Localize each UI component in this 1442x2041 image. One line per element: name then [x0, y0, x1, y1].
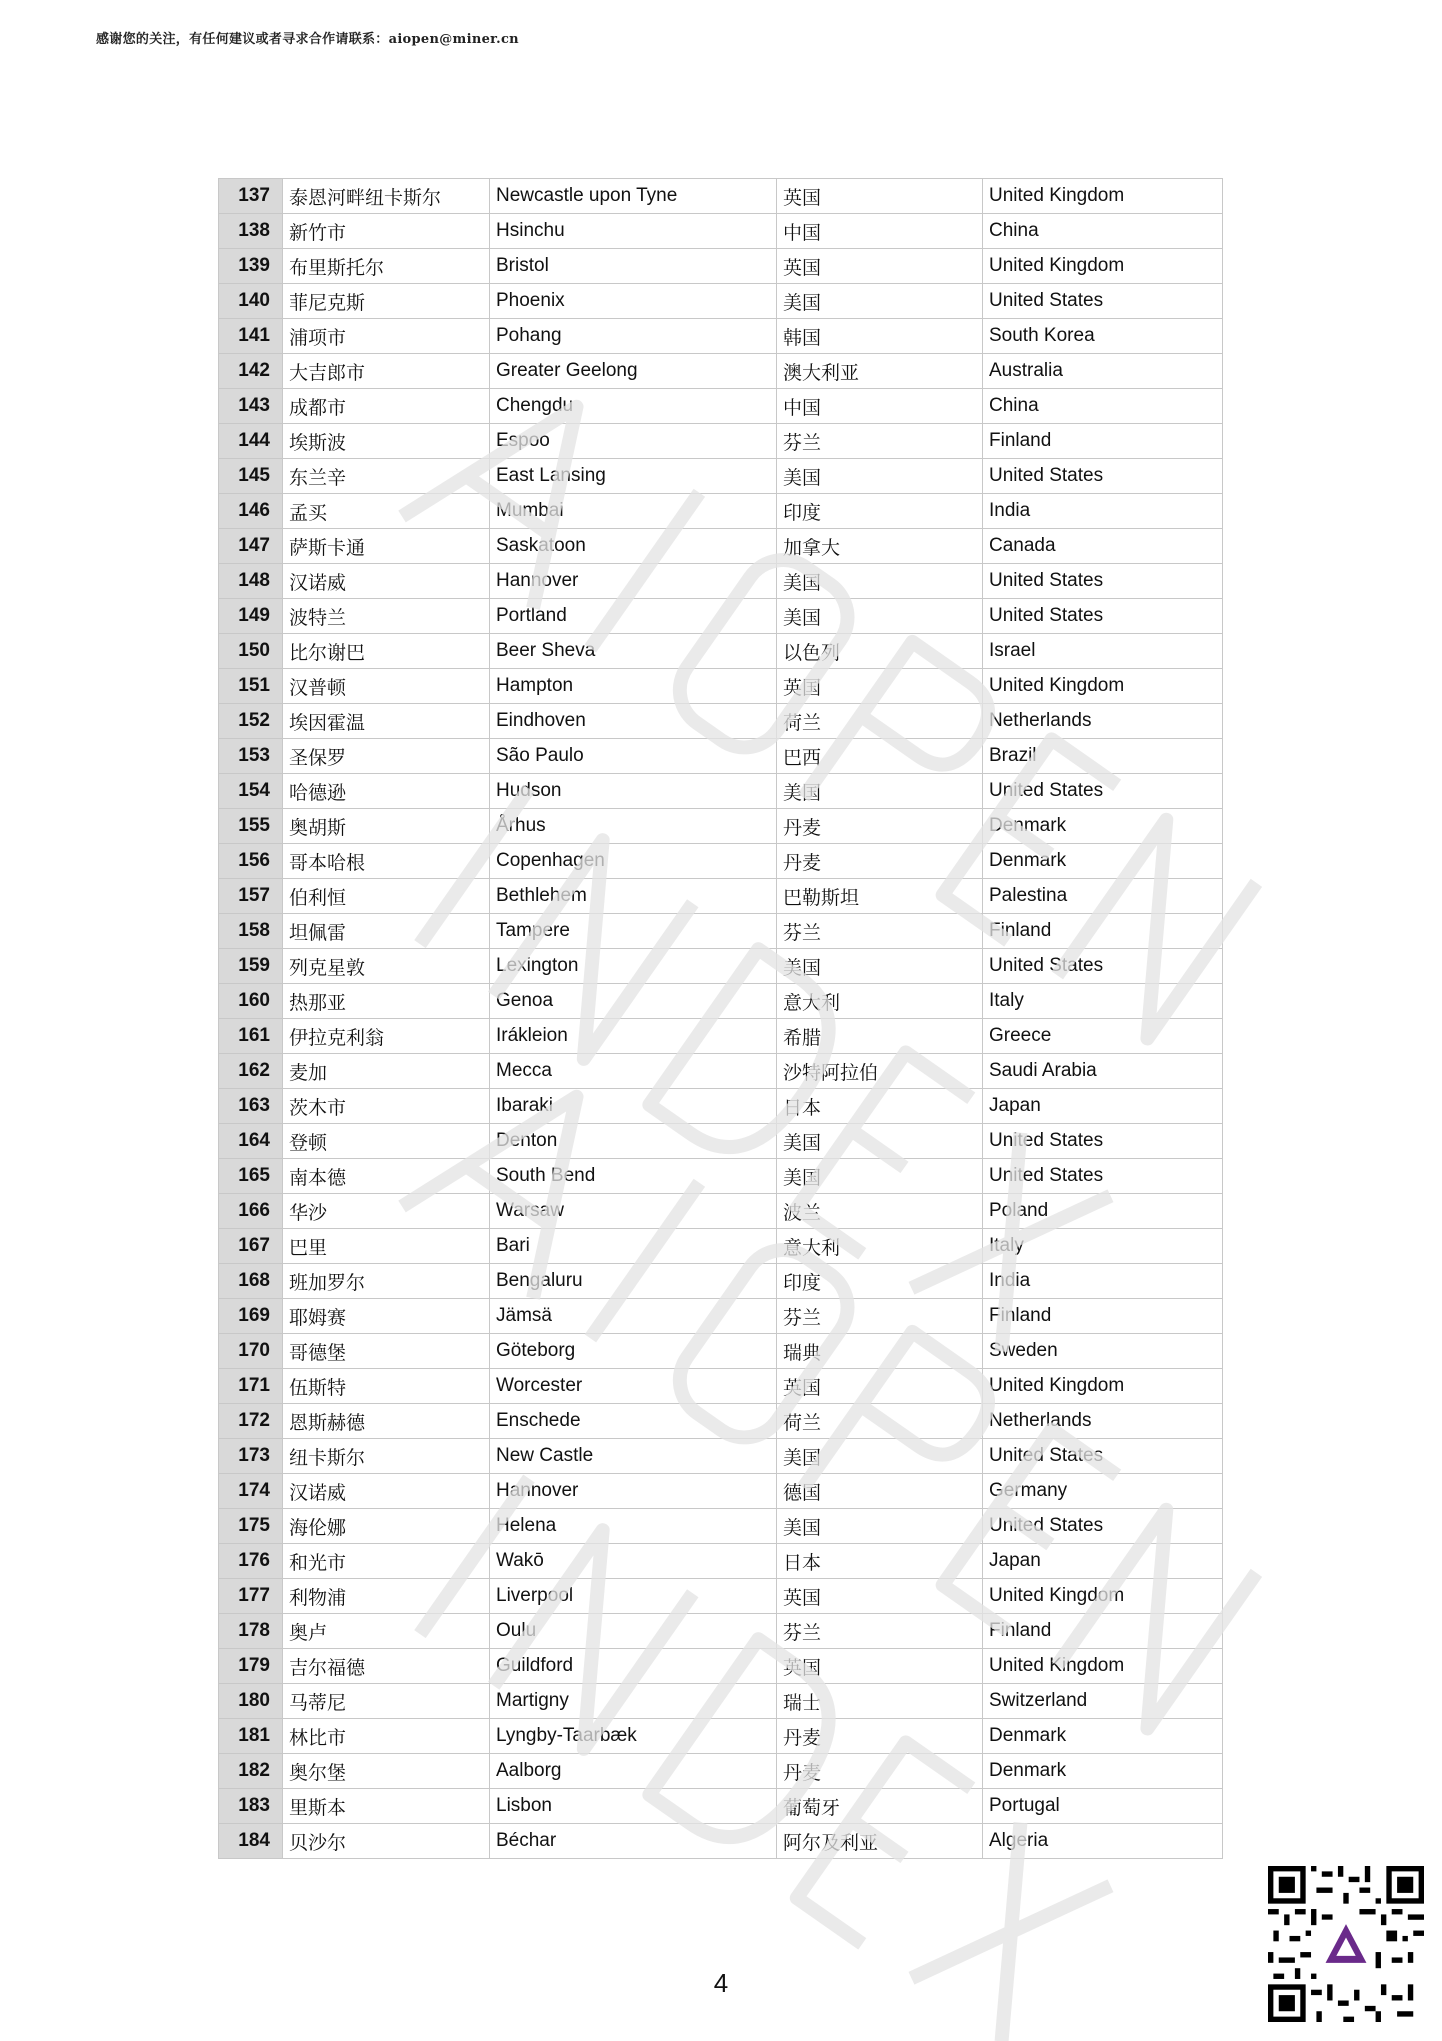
en-country-name: Saudi Arabia [983, 1054, 1223, 1089]
cn-city-name: 麦加 [283, 1054, 490, 1089]
en-country-name: Finland [983, 914, 1223, 949]
table-row [219, 1579, 1223, 1614]
row-index: 143 [219, 389, 283, 424]
row-index: 145 [219, 459, 283, 494]
en-country-name: United Kingdom [983, 179, 1223, 214]
cn-country-name: 韩国 [777, 319, 983, 354]
cn-country-name: 波兰 [777, 1194, 983, 1229]
en-city-name: São Paulo [490, 739, 777, 774]
en-city-name: Newcastle upon Tyne [490, 179, 777, 214]
cn-city-name: 奥胡斯 [283, 809, 490, 844]
row-index: 183 [219, 1789, 283, 1824]
en-city-name: Tampere [490, 914, 777, 949]
en-city-name: Worcester [490, 1369, 777, 1404]
en-city-name: Espoo [490, 424, 777, 459]
en-city-name: Lisbon [490, 1789, 777, 1824]
cn-country-name: 阿尔及利亚 [777, 1824, 983, 1859]
en-city-name: Lexington [490, 949, 777, 984]
header-contact-note: 感谢您的关注，有任何建议或者寻求合作请联系：aiopen@miner.cn [96, 32, 519, 47]
cn-country-name: 巴西 [777, 739, 983, 774]
en-country-name: Denmark [983, 809, 1223, 844]
row-index: 169 [219, 1299, 283, 1334]
row-index: 152 [219, 704, 283, 739]
en-city-name: Copenhagen [490, 844, 777, 879]
cn-city-name: 和光市 [283, 1544, 490, 1579]
table-row [219, 634, 1223, 669]
row-index: 173 [219, 1439, 283, 1474]
cn-city-name: 布里斯托尔 [283, 249, 490, 284]
cn-country-name: 荷兰 [777, 1404, 983, 1439]
cn-city-name: 伍斯特 [283, 1369, 490, 1404]
cn-country-name: 瑞士 [777, 1684, 983, 1719]
table-row [219, 1824, 1223, 1859]
cn-city-name: 伊拉克利翁 [283, 1019, 490, 1054]
row-index: 179 [219, 1649, 283, 1684]
row-index: 168 [219, 1264, 283, 1299]
en-city-name: Saskatoon [490, 529, 777, 564]
cn-country-name: 英国 [777, 1579, 983, 1614]
en-city-name: Genoa [490, 984, 777, 1019]
table-row [219, 529, 1223, 564]
cn-city-name: 圣保罗 [283, 739, 490, 774]
cn-country-name: 丹麦 [777, 1719, 983, 1754]
en-city-name: Warsaw [490, 1194, 777, 1229]
en-city-name: Mecca [490, 1054, 777, 1089]
cn-country-name: 英国 [777, 669, 983, 704]
en-city-name: Jämsä [490, 1299, 777, 1334]
row-index: 159 [219, 949, 283, 984]
row-index: 158 [219, 914, 283, 949]
row-index: 142 [219, 354, 283, 389]
cn-city-name: 浦项市 [283, 319, 490, 354]
table-row [219, 984, 1223, 1019]
row-index: 157 [219, 879, 283, 914]
en-city-name: Hudson [490, 774, 777, 809]
en-city-name: Pohang [490, 319, 777, 354]
en-country-name: Denmark [983, 1754, 1223, 1789]
cn-city-name: 坦佩雷 [283, 914, 490, 949]
en-country-name: Switzerland [983, 1684, 1223, 1719]
cn-country-name: 意大利 [777, 984, 983, 1019]
en-country-name: United States [983, 284, 1223, 319]
en-city-name: Bristol [490, 249, 777, 284]
row-index: 170 [219, 1334, 283, 1369]
en-city-name: Bengaluru [490, 1264, 777, 1299]
cn-country-name: 丹麦 [777, 809, 983, 844]
cn-city-name: 南本德 [283, 1159, 490, 1194]
cn-country-name: 加拿大 [777, 529, 983, 564]
en-city-name: Denton [490, 1124, 777, 1159]
table-row [219, 879, 1223, 914]
cn-city-name: 海伦娜 [283, 1509, 490, 1544]
cn-country-name: 印度 [777, 494, 983, 529]
row-index: 165 [219, 1159, 283, 1194]
row-index: 160 [219, 984, 283, 1019]
en-city-name: Wakō [490, 1544, 777, 1579]
row-index: 147 [219, 529, 283, 564]
en-country-name: Brazil [983, 739, 1223, 774]
en-country-name: United Kingdom [983, 249, 1223, 284]
cn-country-name: 美国 [777, 1509, 983, 1544]
en-city-name: Ibaraki [490, 1089, 777, 1124]
cn-city-name: 里斯本 [283, 1789, 490, 1824]
cn-country-name: 荷兰 [777, 704, 983, 739]
row-index: 174 [219, 1474, 283, 1509]
cn-country-name: 中国 [777, 214, 983, 249]
cn-city-name: 汉诺威 [283, 1474, 490, 1509]
en-country-name: Finland [983, 424, 1223, 459]
table-row [219, 1369, 1223, 1404]
cn-country-name: 丹麦 [777, 1754, 983, 1789]
table-row [219, 214, 1223, 249]
cn-city-name: 埃斯波 [283, 424, 490, 459]
table-row [219, 1719, 1223, 1754]
table-row [219, 1649, 1223, 1684]
cn-city-name: 林比市 [283, 1719, 490, 1754]
en-country-name: United States [983, 1509, 1223, 1544]
table-row [219, 1334, 1223, 1369]
cn-city-name: 华沙 [283, 1194, 490, 1229]
en-city-name: Bethlehem [490, 879, 777, 914]
row-index: 163 [219, 1089, 283, 1124]
row-index: 172 [219, 1404, 283, 1439]
row-index: 148 [219, 564, 283, 599]
en-city-name: Göteborg [490, 1334, 777, 1369]
cn-country-name: 芬兰 [777, 1614, 983, 1649]
cn-city-name: 萨斯卡通 [283, 529, 490, 564]
row-index: 154 [219, 774, 283, 809]
row-index: 181 [219, 1719, 283, 1754]
cn-city-name: 恩斯赫德 [283, 1404, 490, 1439]
row-index: 161 [219, 1019, 283, 1054]
row-index: 137 [219, 179, 283, 214]
en-city-name: New Castle [490, 1439, 777, 1474]
cn-country-name: 美国 [777, 564, 983, 599]
cn-city-name: 茨木市 [283, 1089, 490, 1124]
en-country-name: Greece [983, 1019, 1223, 1054]
table-row [219, 389, 1223, 424]
cn-city-name: 东兰辛 [283, 459, 490, 494]
en-country-name: United States [983, 774, 1223, 809]
en-country-name: Algeria [983, 1824, 1223, 1859]
en-country-name: Finland [983, 1299, 1223, 1334]
en-city-name: Enschede [490, 1404, 777, 1439]
cn-country-name: 芬兰 [777, 1299, 983, 1334]
en-country-name: Italy [983, 984, 1223, 1019]
table-row [219, 564, 1223, 599]
cn-country-name: 英国 [777, 1649, 983, 1684]
en-city-name: Portland [490, 599, 777, 634]
en-city-name: South Bend [490, 1159, 777, 1194]
cn-country-name: 德国 [777, 1474, 983, 1509]
en-city-name: Lyngby-Taarbæk [490, 1719, 777, 1754]
en-country-name: United States [983, 1439, 1223, 1474]
table-row [219, 1054, 1223, 1089]
cn-country-name: 芬兰 [777, 914, 983, 949]
en-country-name: United Kingdom [983, 1649, 1223, 1684]
table-row [219, 949, 1223, 984]
en-city-name: Århus [490, 809, 777, 844]
en-country-name: United States [983, 564, 1223, 599]
cn-city-name: 孟买 [283, 494, 490, 529]
row-index: 184 [219, 1824, 283, 1859]
table-row [219, 319, 1223, 354]
en-country-name: United Kingdom [983, 1579, 1223, 1614]
table-row [219, 1439, 1223, 1474]
cn-city-name: 利物浦 [283, 1579, 490, 1614]
row-index: 149 [219, 599, 283, 634]
cn-city-name: 吉尔福德 [283, 1649, 490, 1684]
en-country-name: Poland [983, 1194, 1223, 1229]
cn-city-name: 哈德逊 [283, 774, 490, 809]
en-city-name: Irákleion [490, 1019, 777, 1054]
table-row [219, 459, 1223, 494]
row-index: 177 [219, 1579, 283, 1614]
en-city-name: Chengdu [490, 389, 777, 424]
cn-country-name: 英国 [777, 249, 983, 284]
en-city-name: Hannover [490, 564, 777, 599]
row-index: 164 [219, 1124, 283, 1159]
en-country-name: India [983, 1264, 1223, 1299]
row-index: 146 [219, 494, 283, 529]
table-row [219, 1194, 1223, 1229]
table-row [219, 1019, 1223, 1054]
table-row [219, 1509, 1223, 1544]
row-index: 180 [219, 1684, 283, 1719]
page-number: 4 [713, 1968, 729, 1998]
cn-country-name: 葡萄牙 [777, 1789, 983, 1824]
en-country-name: China [983, 214, 1223, 249]
en-city-name: Hampton [490, 669, 777, 704]
cn-city-name: 列克星敦 [283, 949, 490, 984]
cn-country-name: 沙特阿拉伯 [777, 1054, 983, 1089]
row-index: 162 [219, 1054, 283, 1089]
en-city-name: Guildford [490, 1649, 777, 1684]
en-country-name: United States [983, 949, 1223, 984]
en-city-name: Oulu [490, 1614, 777, 1649]
cn-city-name: 热那亚 [283, 984, 490, 1019]
en-city-name: Hannover [490, 1474, 777, 1509]
cn-city-name: 奥卢 [283, 1614, 490, 1649]
cn-country-name: 希腊 [777, 1019, 983, 1054]
table-row [219, 494, 1223, 529]
table-row [219, 1684, 1223, 1719]
en-country-name: Denmark [983, 1719, 1223, 1754]
en-country-name: South Korea [983, 319, 1223, 354]
cn-city-name: 汉普顿 [283, 669, 490, 704]
cn-city-name: 贝沙尔 [283, 1824, 490, 1859]
cn-city-name: 哥本哈根 [283, 844, 490, 879]
table-row [219, 704, 1223, 739]
row-index: 150 [219, 634, 283, 669]
table-row [219, 1789, 1223, 1824]
cn-country-name: 美国 [777, 1124, 983, 1159]
en-country-name: United States [983, 599, 1223, 634]
cn-city-name: 登顿 [283, 1124, 490, 1159]
table-row [219, 284, 1223, 319]
row-index: 167 [219, 1229, 283, 1264]
cn-country-name: 英国 [777, 1369, 983, 1404]
cn-city-name: 成都市 [283, 389, 490, 424]
en-country-name: Japan [983, 1089, 1223, 1124]
cn-country-name: 美国 [777, 1159, 983, 1194]
cn-city-name: 汉诺威 [283, 564, 490, 599]
en-country-name: China [983, 389, 1223, 424]
en-city-name: Helena [490, 1509, 777, 1544]
cn-city-name: 纽卡斯尔 [283, 1439, 490, 1474]
cn-city-name: 比尔谢巴 [283, 634, 490, 669]
cn-country-name: 美国 [777, 774, 983, 809]
cn-country-name: 中国 [777, 389, 983, 424]
row-index: 138 [219, 214, 283, 249]
table-row [219, 249, 1223, 284]
en-city-name: Beer Sheva [490, 634, 777, 669]
en-country-name: United Kingdom [983, 1369, 1223, 1404]
cn-country-name: 美国 [777, 284, 983, 319]
cn-country-name: 日本 [777, 1089, 983, 1124]
en-country-name: Netherlands [983, 1404, 1223, 1439]
en-city-name: Martigny [490, 1684, 777, 1719]
cn-country-name: 英国 [777, 179, 983, 214]
row-index: 178 [219, 1614, 283, 1649]
cn-city-name: 大吉郎市 [283, 354, 490, 389]
table-row [219, 179, 1223, 214]
row-index: 171 [219, 1369, 283, 1404]
table-row [219, 844, 1223, 879]
cn-city-name: 泰恩河畔纽卡斯尔 [283, 179, 490, 214]
en-country-name: United States [983, 1124, 1223, 1159]
en-city-name: Hsinchu [490, 214, 777, 249]
table-row [219, 1089, 1223, 1124]
row-index: 155 [219, 809, 283, 844]
table-row [219, 669, 1223, 704]
table-row [219, 1404, 1223, 1439]
row-index: 139 [219, 249, 283, 284]
en-city-name: Béchar [490, 1824, 777, 1859]
table-row [219, 774, 1223, 809]
en-country-name: India [983, 494, 1223, 529]
city-table-body [219, 179, 1223, 1859]
qr-code-icon [1268, 1866, 1424, 2022]
en-country-name: United States [983, 1159, 1223, 1194]
cn-city-name: 巴里 [283, 1229, 490, 1264]
cn-country-name: 巴勒斯坦 [777, 879, 983, 914]
table-row [219, 1474, 1223, 1509]
cn-country-name: 印度 [777, 1264, 983, 1299]
en-country-name: Netherlands [983, 704, 1223, 739]
cn-city-name: 奥尔堡 [283, 1754, 490, 1789]
cn-city-name: 马蒂尼 [283, 1684, 490, 1719]
table-row [219, 1124, 1223, 1159]
en-city-name: East Lansing [490, 459, 777, 494]
row-index: 141 [219, 319, 283, 354]
cn-country-name: 芬兰 [777, 424, 983, 459]
en-country-name: Canada [983, 529, 1223, 564]
en-city-name: Aalborg [490, 1754, 777, 1789]
table-row [219, 599, 1223, 634]
en-country-name: Palestina [983, 879, 1223, 914]
cn-city-name: 埃因霍温 [283, 704, 490, 739]
cn-country-name: 美国 [777, 1439, 983, 1474]
table-row [219, 1264, 1223, 1299]
en-country-name: Finland [983, 1614, 1223, 1649]
table-row [219, 1614, 1223, 1649]
en-country-name: Japan [983, 1544, 1223, 1579]
en-city-name: Greater Geelong [490, 354, 777, 389]
row-index: 140 [219, 284, 283, 319]
city-table-container [218, 178, 1222, 1859]
cn-country-name: 以色列 [777, 634, 983, 669]
cn-city-name: 菲尼克斯 [283, 284, 490, 319]
en-country-name: Germany [983, 1474, 1223, 1509]
en-city-name: Liverpool [490, 1579, 777, 1614]
table-row [219, 739, 1223, 774]
row-index: 144 [219, 424, 283, 459]
row-index: 182 [219, 1754, 283, 1789]
cn-city-name: 新竹市 [283, 214, 490, 249]
cn-country-name: 美国 [777, 459, 983, 494]
en-country-name: Denmark [983, 844, 1223, 879]
en-country-name: United Kingdom [983, 669, 1223, 704]
cn-country-name: 美国 [777, 599, 983, 634]
row-index: 151 [219, 669, 283, 704]
table-row [219, 1159, 1223, 1194]
table-row [219, 809, 1223, 844]
en-country-name: Italy [983, 1229, 1223, 1264]
cn-city-name: 班加罗尔 [283, 1264, 490, 1299]
cn-city-name: 哥德堡 [283, 1334, 490, 1369]
en-city-name: Eindhoven [490, 704, 777, 739]
en-country-name: Portugal [983, 1789, 1223, 1824]
cn-country-name: 瑞典 [777, 1334, 983, 1369]
en-country-name: Sweden [983, 1334, 1223, 1369]
table-row [219, 424, 1223, 459]
row-index: 176 [219, 1544, 283, 1579]
cn-city-name: 波特兰 [283, 599, 490, 634]
en-city-name: Mumbai [490, 494, 777, 529]
table-row [219, 1754, 1223, 1789]
table-row [219, 1299, 1223, 1334]
en-country-name: Israel [983, 634, 1223, 669]
row-index: 153 [219, 739, 283, 774]
en-city-name: Phoenix [490, 284, 777, 319]
row-index: 156 [219, 844, 283, 879]
table-row [219, 354, 1223, 389]
cn-country-name: 澳大利亚 [777, 354, 983, 389]
table-row [219, 914, 1223, 949]
table-row [219, 1544, 1223, 1579]
cn-country-name: 日本 [777, 1544, 983, 1579]
cn-country-name: 美国 [777, 949, 983, 984]
en-country-name: United States [983, 459, 1223, 494]
row-index: 166 [219, 1194, 283, 1229]
table-row [219, 1229, 1223, 1264]
en-country-name: Australia [983, 354, 1223, 389]
cn-country-name: 丹麦 [777, 844, 983, 879]
cn-country-name: 意大利 [777, 1229, 983, 1264]
row-index: 175 [219, 1509, 283, 1544]
en-city-name: Bari [490, 1229, 777, 1264]
cn-city-name: 耶姆赛 [283, 1299, 490, 1334]
city-table [218, 178, 1223, 1859]
cn-city-name: 伯利恒 [283, 879, 490, 914]
